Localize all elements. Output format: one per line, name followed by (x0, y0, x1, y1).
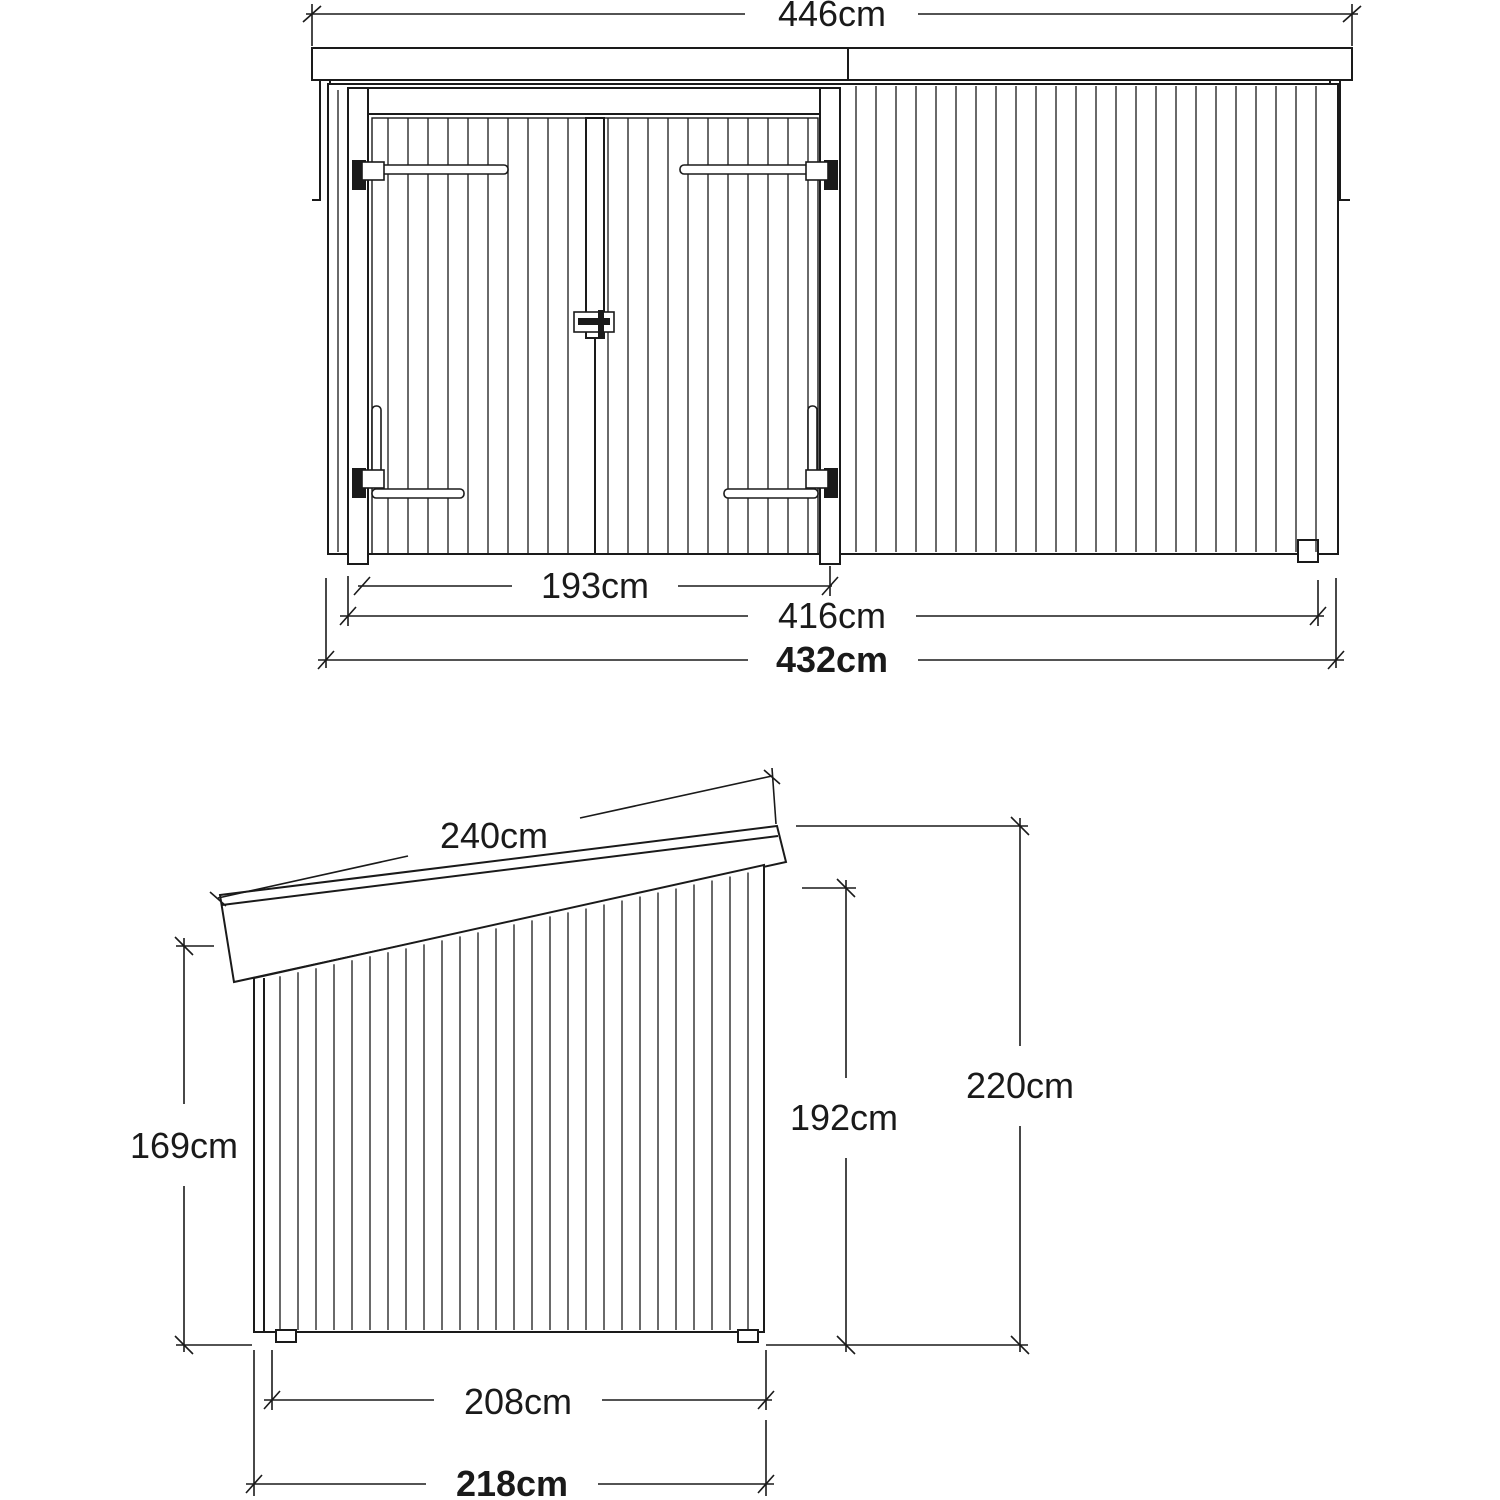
dim-rear-wall-height (130, 937, 252, 1354)
side-view (220, 826, 786, 1342)
total-width-label: 432cm (775, 639, 889, 680)
dim-inner-width (340, 580, 1326, 636)
dim-total-depth (246, 1350, 774, 1500)
rear-wall-height-label: 169cm (129, 1125, 239, 1166)
inner-width-label: 416cm (777, 595, 887, 636)
dim-front-wall-height (790, 879, 898, 1354)
total-height-label: 220cm (965, 1065, 1075, 1106)
door-opening-label: 193cm (540, 565, 650, 606)
inner-depth-label: 208cm (463, 1381, 573, 1422)
dim-roof-width (303, 0, 1361, 46)
front-view (312, 48, 1352, 564)
roof-length-label: 240cm (439, 815, 549, 856)
dim-total-height (766, 817, 1074, 1354)
dim-inner-depth (264, 1350, 774, 1422)
front-wall-height-label: 192cm (789, 1097, 899, 1138)
dim-door-opening (348, 565, 838, 626)
total-depth-label: 218cm (455, 1463, 569, 1500)
roof-width-label: 446cm (777, 0, 887, 34)
